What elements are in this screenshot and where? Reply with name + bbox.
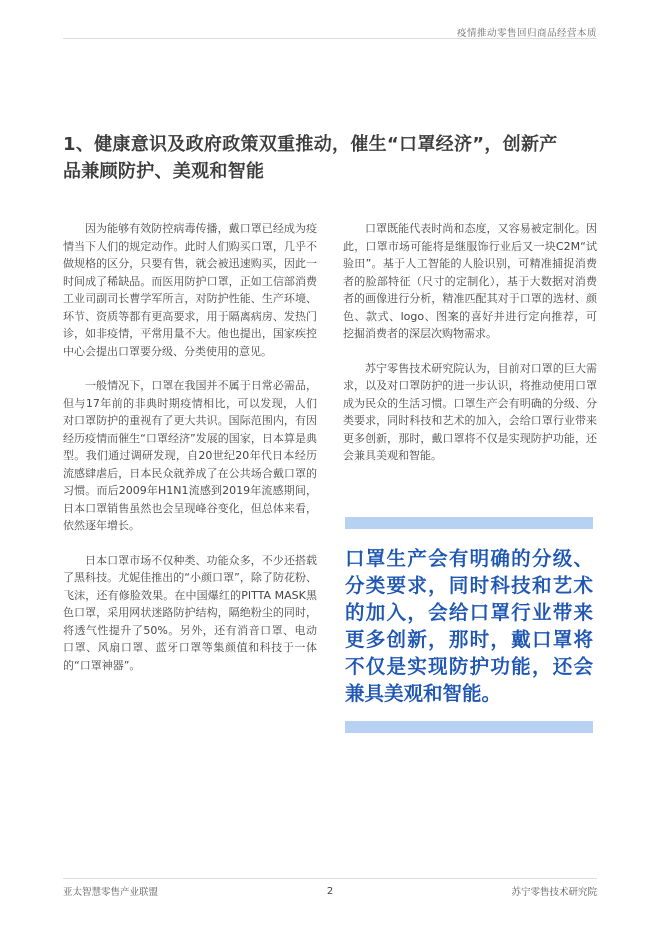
highlight-quote-block <box>345 517 593 733</box>
paragraph: 日本口罩市场不仅种类、功能众多，不少还搭载了黑科技。尤妮佳推出的“小颜口罩”，除了防花粉、飞沫，还有修脸效果。在中国爆红的PITTA MASK黑色口罩，采用网状迷路防护结构，隔绝粉尘的同时，将透气性提升了50%。另外，还有消音口罩、电动口罩、风扇口罩、蓝牙口罩等集颜值和科技于一体的“口罩神器”。 <box>63 553 317 672</box>
paragraph: 口罩既能代表时尚和态度，又容易被定制化。因此，口罩市场可能将是继服饰行业后又一块C2M“试验田”。基于人工智能的人脸识别，可精准捕捉消费者的脸部特征（尺寸的定制化），基于大数据对消费者的画像进行分析，精准匹配其对于口罩的选材、颜色、款式、logo、图案的喜好并进行定向推荐，可挖掘消费者的深层次购物需求。 <box>343 222 597 340</box>
two-column-body <box>63 220 597 873</box>
footer-right-org: 苏宁零售技术研究院 <box>511 887 597 898</box>
running-header-title: 疫情推动零售回归商品经营本质 <box>456 28 597 39</box>
left-column <box>63 220 317 873</box>
right-column <box>343 220 597 873</box>
paragraph: 因为能够有效防控病毒传播，戴口罩已经成为疫情当下人们的规定动作。此时人们购买口罩，几乎不做规格的区分，只要有售，就会被迅速购买，因此一时间成了稀缺品。而医用防护口罩，正如工信部消费工业司副司长曹学军所言，对防护性能、生产环境、环节、资质等都有更高要求，用于隔离病房、发热门诊，如非疫情，平常用量不大。他也提出，国家疾控中心会提出口罩要分级、分类使用的意见。 <box>63 222 317 358</box>
page-number: 2 <box>326 885 334 897</box>
page-footer <box>63 878 597 898</box>
callout-quote-text: 口罩生产会有明确的分级、分类要求，同时科技和艺术的加入，会给口罩行业带来更多创新，那时，戴口罩将不仅是实现防护功能，还会兼具美观和智能。 <box>345 547 593 705</box>
page-header <box>63 0 597 39</box>
paragraph: 一般情况下，口罩在我国并不属于日常必需品，但与17年前的非典时期疫情相比，可以发现，人们对口罩防护的重视有了更大共识。国际范围内，有因经历疫情而催生“口罩经济”发展的国家，日本算是典型。我们通过调研发现，自20世纪20年代日本经历流感肆虐后，日本民众就养成了在公共场合戴口罩的习惯。而后2009年H1N1流感到2019年流感期间，日本口罩销售虽然也会呈现峰谷变化，但总体来看，依然逐年增长。 <box>63 379 317 532</box>
callout-bottom-bar <box>345 721 593 733</box>
footer-left-org: 亚太智慧零售产业联盟 <box>63 887 159 898</box>
paragraph: 苏宁零售技术研究院认为，目前对口罩的巨大需求，以及对口罩防护的进一步认识，将推动使用口罩成为民众的生活习惯。口罩生产会有明确的分级、分类要求，同时科技和艺术的加入，会给口罩行业带来更多创新，那时，戴口罩将不仅是实现防护功能，还会兼具美观和智能。 <box>343 361 597 462</box>
callout-top-bar <box>345 517 593 529</box>
section-title: 1、健康意识及政府政策双重推动，催生“口罩经济”，创新产品兼顾防护、美观和智能 <box>63 134 558 182</box>
